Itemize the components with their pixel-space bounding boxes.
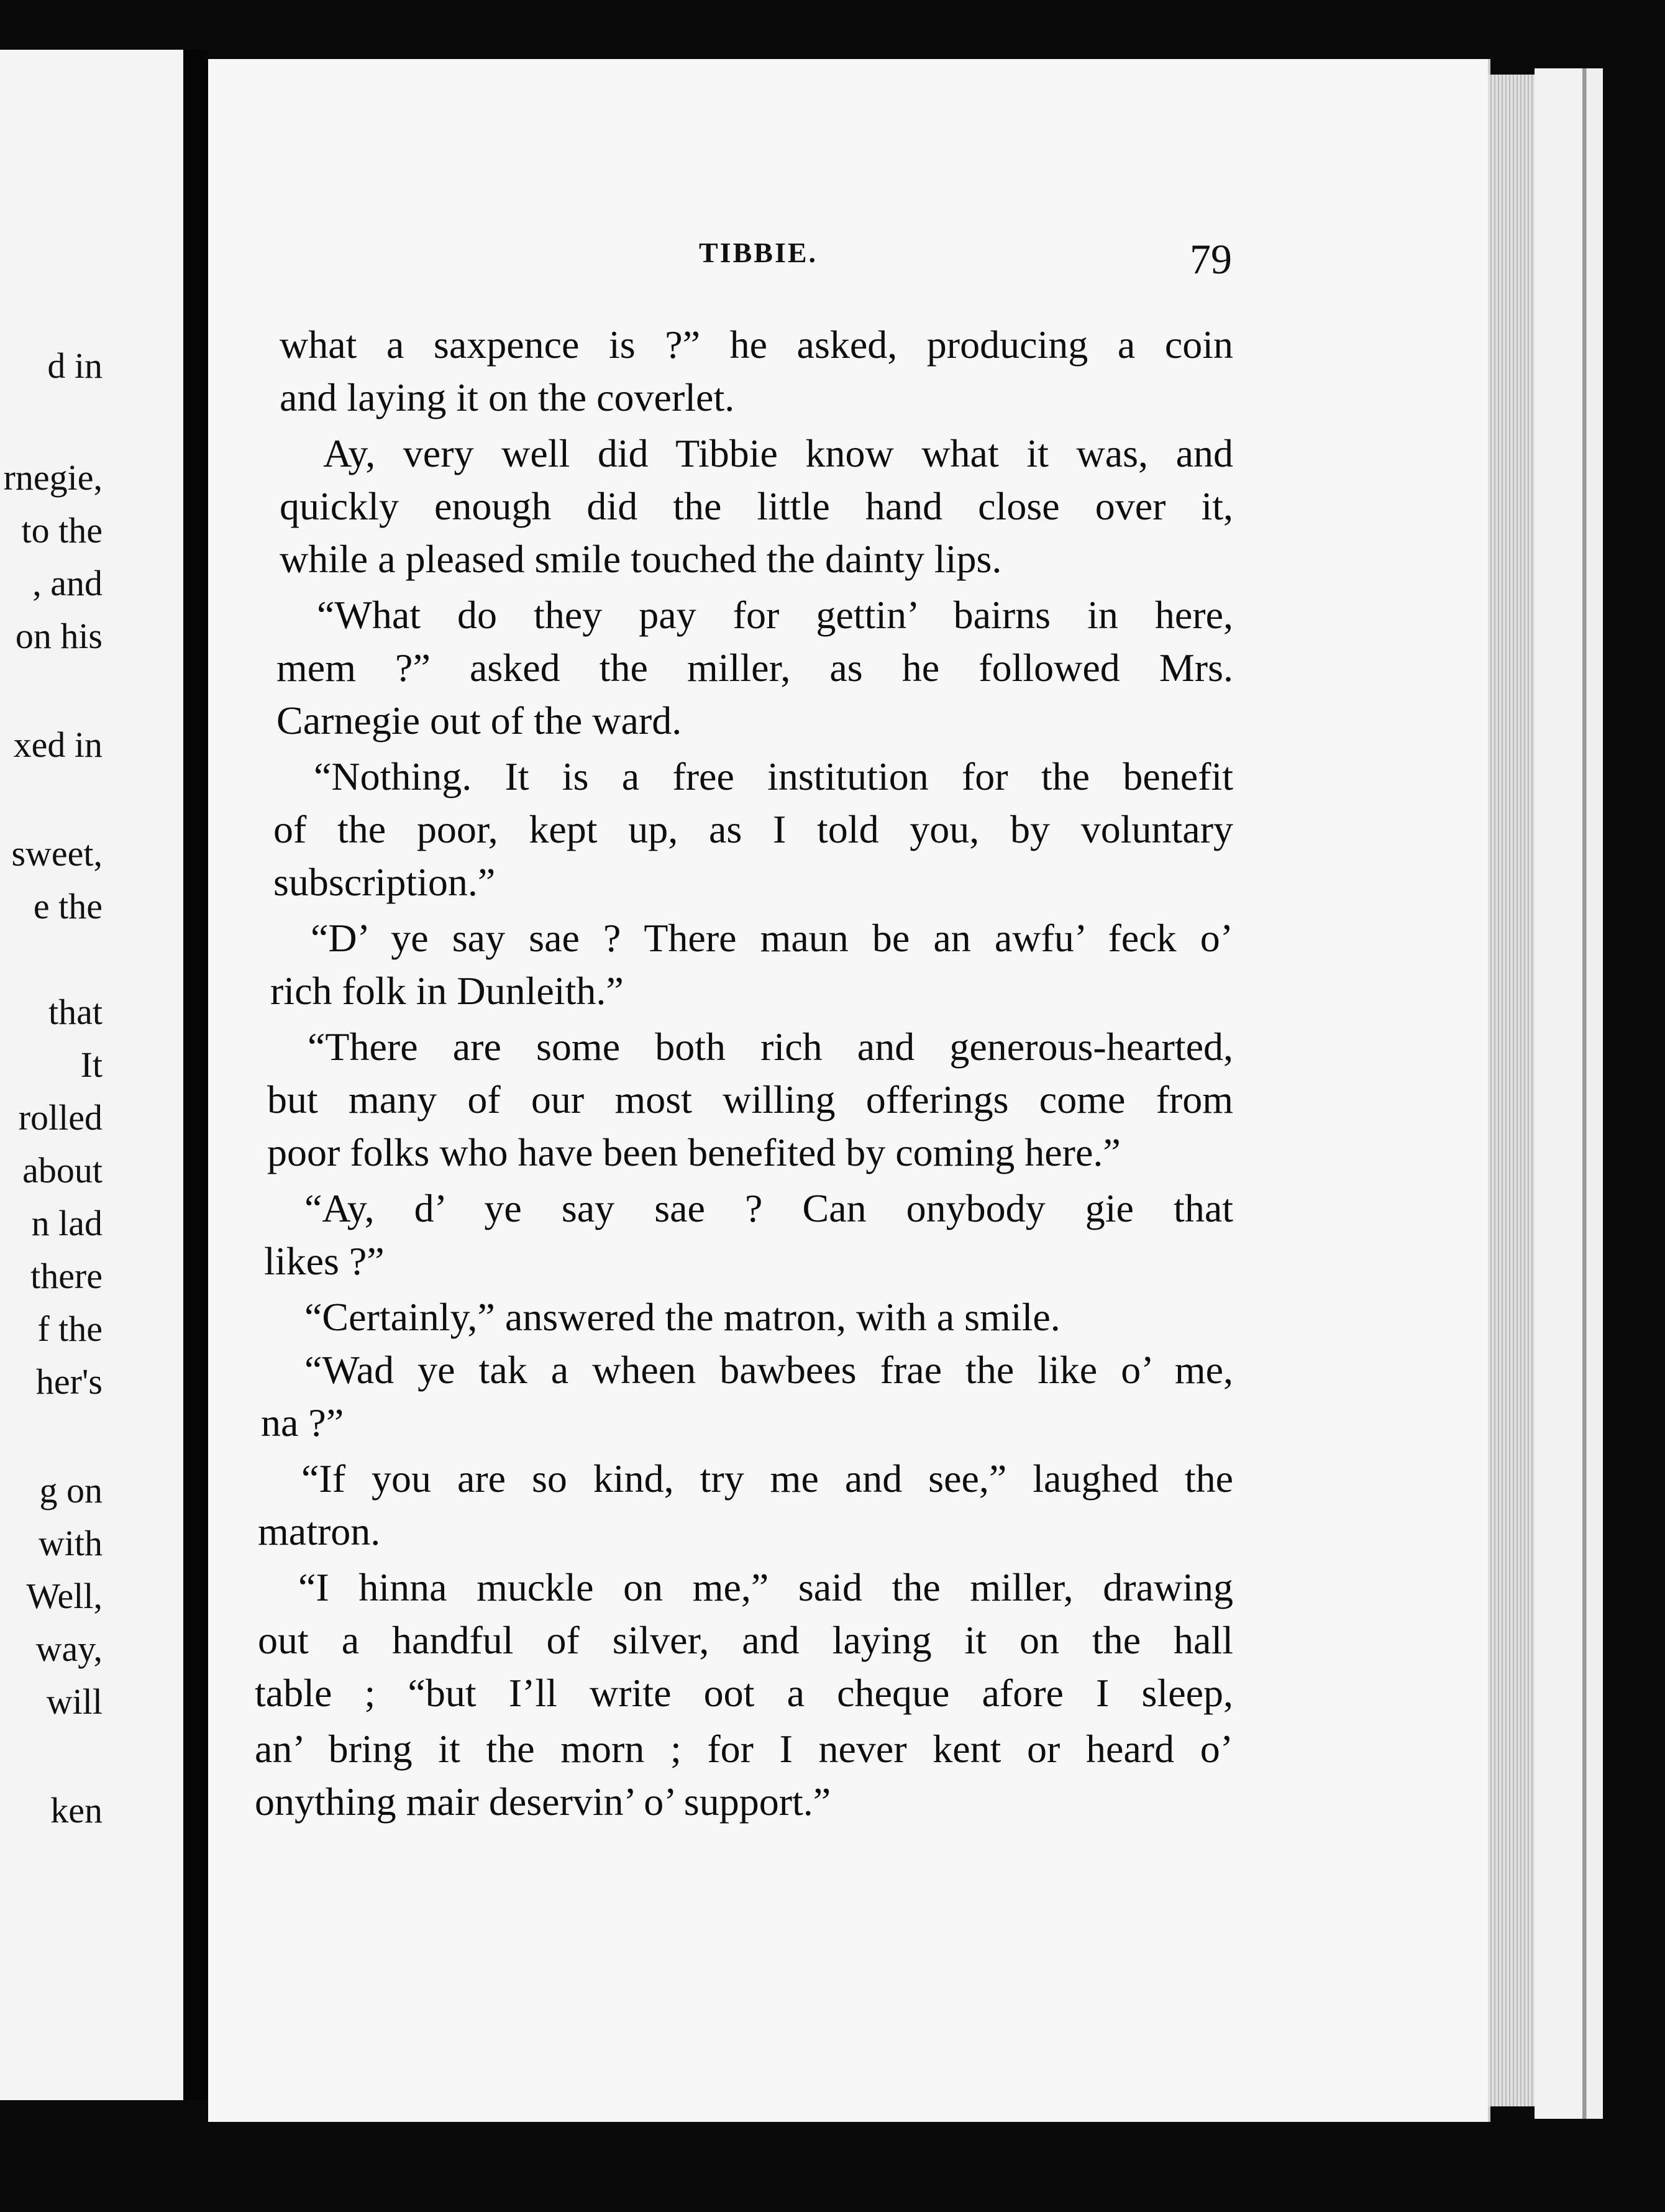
left-page-fragment: to the bbox=[21, 510, 103, 551]
facing-page-left bbox=[0, 50, 183, 2100]
left-page-fragment: f the bbox=[37, 1309, 103, 1349]
left-page-fragment: on his bbox=[15, 616, 103, 656]
paragraph-first-line: “If you are so kind, try me and see,” laughed the bbox=[301, 1456, 1233, 1501]
text-line: Carnegie out of the ward. bbox=[276, 698, 682, 743]
text-line: likes ?” bbox=[264, 1239, 385, 1283]
paragraph-first-line: “I hinna muckle on me,” said the miller, drawing bbox=[298, 1565, 1233, 1609]
paragraph-first-line: “Certainly,” answered the matron, with a smile. bbox=[304, 1295, 1061, 1339]
left-page-fragment: xed in bbox=[13, 724, 103, 765]
left-page-fragment: there bbox=[30, 1256, 103, 1296]
paragraph-first-line: Ay, very well did Tibbie know what it was, and bbox=[323, 431, 1233, 475]
text-line: of the poor, kept up, as I told you, by voluntary bbox=[273, 807, 1233, 851]
page-edges bbox=[1488, 75, 1535, 2106]
left-page-fragment: about bbox=[22, 1150, 103, 1191]
text-line: and laying it on the coverlet. bbox=[280, 375, 735, 419]
paragraph-first-line: “There are some both rich and generous-hearted, bbox=[308, 1025, 1233, 1069]
text-line: an’ bring it the morn ; for I never kent or heard o’ bbox=[255, 1727, 1233, 1771]
left-page-fragment: It bbox=[80, 1044, 103, 1085]
left-page-fragment: Well, bbox=[26, 1576, 103, 1616]
text-line: while a pleased smile touched the dainty lips. bbox=[280, 537, 1002, 581]
paragraph-first-line: “D’ ye say sae ? There maun be an awfu’ feck o’ bbox=[311, 916, 1233, 960]
left-page-fragment: n lad bbox=[31, 1203, 103, 1243]
text-line: out a handful of silver, and laying it on the hall bbox=[258, 1618, 1233, 1662]
text-line: matron. bbox=[258, 1509, 381, 1553]
running-header: TIBBIE. bbox=[699, 237, 818, 268]
book-gutter bbox=[183, 50, 208, 2100]
text-line: rich folk in Dunleith.” bbox=[270, 969, 624, 1013]
text-line: mem ?” asked the miller, as he followed Mrs. bbox=[276, 646, 1233, 690]
paragraph-first-line: “Ay, d’ ye say sae ? Can onybody gie that bbox=[304, 1186, 1233, 1230]
book-cover-edge bbox=[1535, 68, 1603, 2119]
text-line: poor folks who have been benefited by coming here.” bbox=[267, 1130, 1121, 1174]
left-page-fragment: rolled bbox=[18, 1097, 103, 1138]
left-page-fragment: g on bbox=[39, 1470, 103, 1510]
left-page-fragment: , and bbox=[32, 563, 103, 603]
left-page-fragment: e the bbox=[33, 886, 103, 926]
left-page-fragment: that bbox=[48, 992, 103, 1032]
text-line: subscription.” bbox=[273, 860, 496, 904]
page-number: 79 bbox=[1190, 235, 1232, 283]
left-page-fragment: will bbox=[46, 1681, 103, 1722]
left-page-fragment: her's bbox=[35, 1361, 103, 1402]
text-line: na ?” bbox=[261, 1401, 344, 1445]
left-page-fragment: ken bbox=[50, 1790, 103, 1830]
left-page-fragment: d in bbox=[47, 345, 103, 386]
paragraph-first-line: “Wad ye tak a wheen bawbees frae the like o’ me, bbox=[304, 1348, 1233, 1392]
paragraph-first-line: “Nothing. It is a free institution for the benefit bbox=[314, 754, 1233, 798]
paragraph-first-line: “What do they pay for gettin’ bairns in here, bbox=[317, 593, 1233, 637]
text-line: but many of our most willing offerings come from bbox=[267, 1077, 1233, 1122]
text-line: quickly enough did the little hand close over it, bbox=[280, 484, 1233, 528]
text-line: onything mair deservin’ o’ support.” bbox=[255, 1780, 831, 1824]
text-line: what a saxpence is ?” he asked, producing a coin bbox=[280, 322, 1233, 367]
left-page-fragment: sweet, bbox=[11, 833, 103, 874]
left-page-fragment: with bbox=[38, 1523, 103, 1563]
left-page-fragment: way, bbox=[35, 1629, 103, 1669]
left-page-fragment: rnegie, bbox=[3, 457, 103, 498]
text-line: table ; “but I’ll write oot a cheque afore I sleep, bbox=[255, 1671, 1233, 1715]
